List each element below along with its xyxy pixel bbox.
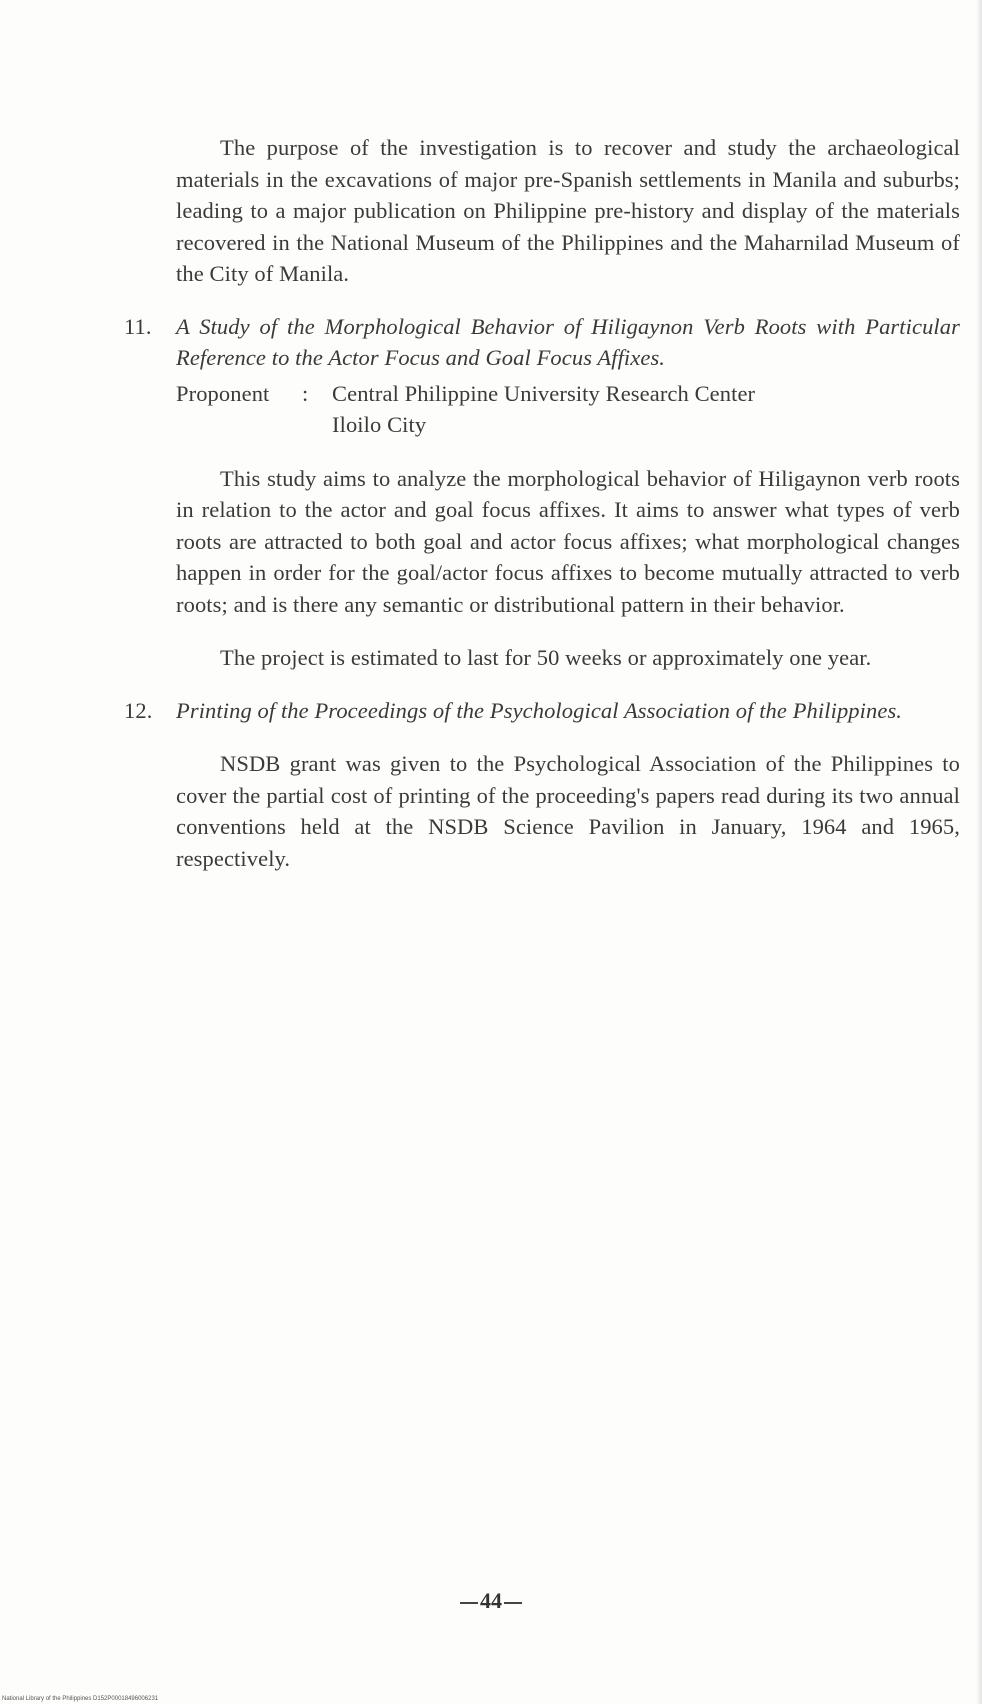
proponent-row xyxy=(176,378,960,441)
list-item-11 xyxy=(124,311,960,674)
dash-decoration xyxy=(504,1602,522,1604)
intro-paragraph: The purpose of the investigation is to recover and study the archaeological materials in the excavations of major pre-Spanish settlements in Manila and suburbs; leading to a major publication on Philippine pre-history and display of the materials recovered in the National Museum of the Philippines and the Maharnilad Museum of the City of Manila. xyxy=(176,135,960,286)
page-number xyxy=(0,1588,982,1614)
footer-stamp: National Library of the Philippines D152P00018496006231 xyxy=(2,1696,159,1702)
proponent-colon: : xyxy=(302,380,309,406)
page-number-text: 44 xyxy=(480,1588,502,1613)
item-paragraph: The project is estimated to last for 50 weeks or approximately one year. xyxy=(220,645,872,670)
list-item-12 xyxy=(124,695,960,875)
item-paragraph: This study aims to analyze the morphological behavior of Hiligaynon verb roots in relation to the actor and goal focus affixes. It aims to answer what types of verb roots are attracted to both goal and actor focus affixes; what morphological changes happen in order for the goal/actor focus affixes to become mutually attracted to verb roots; and is there any semantic or distributional pattern in their behavior. xyxy=(176,465,960,617)
item-title: A Study of the Morphological Behavior of Hiligaynon Verb Roots with Particular Reference to the Actor Focus and Goal Focus Affixes. xyxy=(176,313,960,370)
page-content xyxy=(124,132,960,874)
proponent-name: Central Philippine University Research Center xyxy=(332,380,756,406)
item-paragraph: NSDB grant was given to the Psychological Association of the Philippines to cover the partial cost of printing of the proceeding's papers read during its two annual conventions held at the NSDB Science Pavilion in January, 1964 and 1965, respectively. xyxy=(176,751,960,871)
proponent-location: Iloilo City xyxy=(332,412,427,437)
dash-decoration xyxy=(460,1602,478,1604)
item-title: Printing of the Proceedings of the Psychological Association of the Philippines. xyxy=(176,697,903,723)
proponent-label: Proponent xyxy=(176,380,270,406)
page-edge-shadow xyxy=(976,0,982,1704)
proponent-value xyxy=(332,378,960,441)
item-number: 11. xyxy=(124,313,152,339)
item-number: 12. xyxy=(124,697,153,723)
